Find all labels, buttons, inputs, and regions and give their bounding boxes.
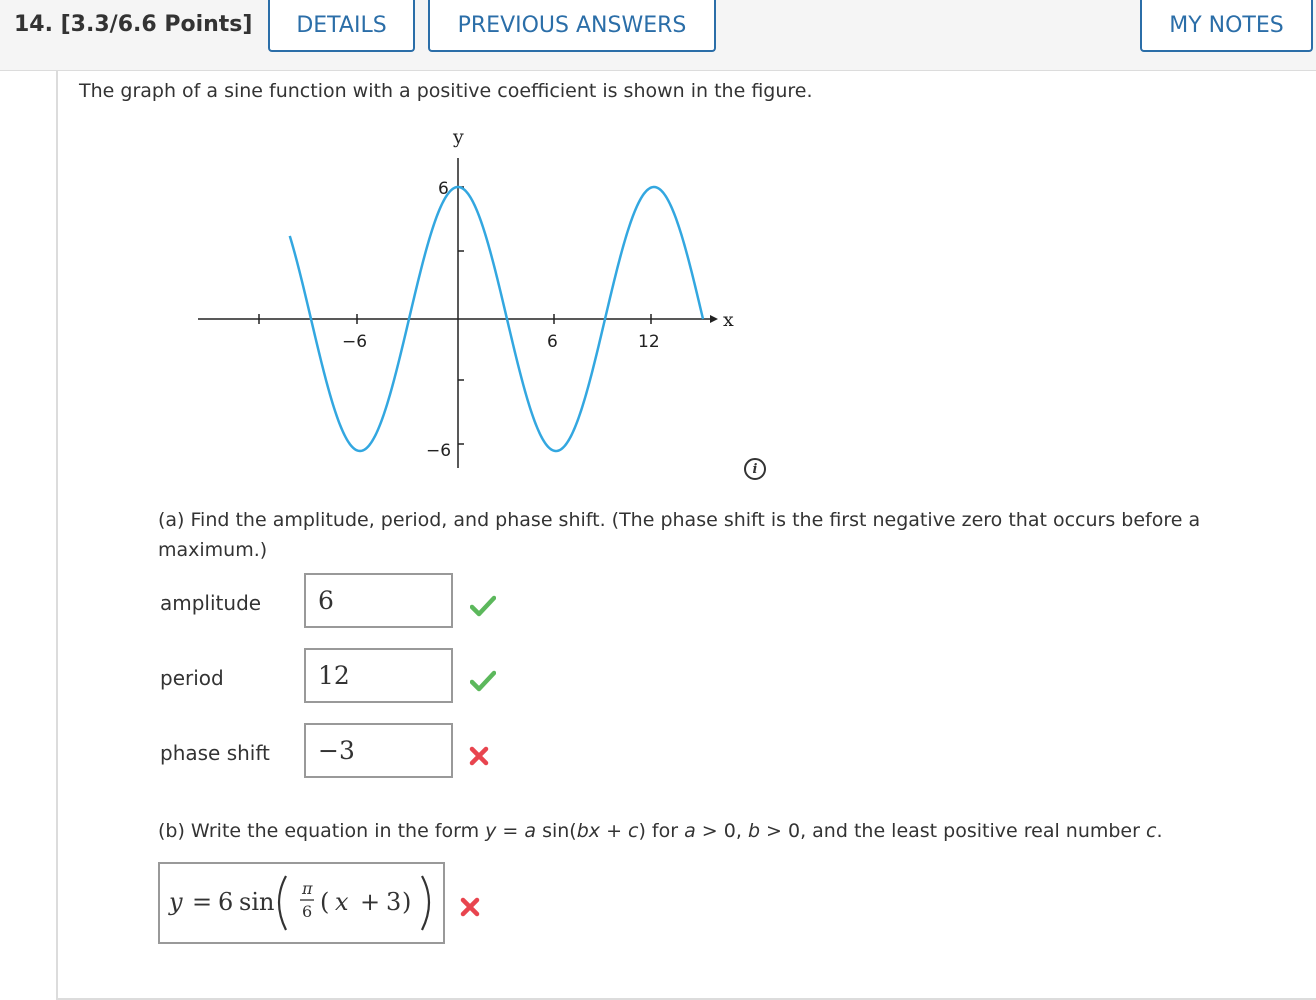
- phase-shift-incorrect-x-icon: [469, 746, 489, 766]
- x-axis-label: x: [723, 309, 734, 331]
- eq-sin: sin: [239, 888, 275, 916]
- eq-inner-open-paren: (: [320, 888, 330, 916]
- eq-frac-denominator: 6: [302, 902, 313, 921]
- x-axis-arrow: [710, 315, 718, 323]
- equation-incorrect-x-icon: [460, 897, 480, 917]
- equation-answer-field[interactable]: [158, 862, 445, 944]
- details-button[interactable]: DETAILS: [268, 0, 415, 52]
- period-label: period: [160, 666, 224, 690]
- part-b-text: (b) Write the equation in the form: [158, 820, 486, 842]
- x-tick-label-12: 12: [638, 332, 660, 352]
- y-ticks: [458, 187, 464, 444]
- period-correct-check-icon: [470, 670, 496, 692]
- y-tick-label-6: 6: [438, 179, 449, 199]
- eq-lhs-y: y: [169, 888, 183, 916]
- eq-inner-plus: +: [360, 888, 381, 916]
- part-b-var-y: y: [485, 820, 497, 842]
- sine-graph: [170, 118, 760, 468]
- eq-inner-const: 3: [386, 888, 402, 916]
- part-b-text: > 0, and the least positive real number: [760, 820, 1146, 842]
- part-b-instructions: [158, 820, 1162, 842]
- part-b-var-a: a: [684, 820, 696, 842]
- eq-inner-x: x: [335, 888, 349, 916]
- part-b-text: =: [496, 820, 525, 842]
- part-b-text: +: [600, 820, 629, 842]
- part-b-var-b: b: [747, 820, 760, 842]
- part-b-text: ) for: [638, 820, 685, 842]
- info-icon[interactable]: i: [744, 458, 766, 480]
- amplitude-correct-check-icon: [470, 595, 496, 617]
- part-b-text: > 0,: [695, 820, 748, 842]
- amplitude-answer-field[interactable]: 6: [304, 573, 453, 628]
- eq-outer-left-paren: [279, 876, 286, 930]
- eq-outer-right-paren: [422, 876, 429, 930]
- eq-coefficient: 6: [218, 888, 234, 916]
- previous-answers-button[interactable]: PREVIOUS ANSWERS: [428, 0, 716, 52]
- x-tick-label-neg6: −6: [342, 332, 368, 352]
- part-b-text: sin(: [536, 820, 577, 842]
- period-answer-field[interactable]: 12: [304, 648, 453, 703]
- y-axis-label: y: [453, 126, 464, 148]
- eq-equals: =: [192, 888, 213, 916]
- equation-display: [160, 864, 443, 942]
- content-left-border: [56, 70, 58, 1000]
- amplitude-label: amplitude: [160, 591, 262, 615]
- phase-shift-label: phase shift: [160, 741, 270, 765]
- question-prompt: The graph of a sine function with a positive coefficient is shown in the figure.: [79, 80, 813, 102]
- my-notes-button[interactable]: MY NOTES: [1140, 0, 1313, 52]
- y-tick-label-neg6: −6: [426, 441, 452, 461]
- part-b-var-bx: bx: [576, 820, 601, 842]
- part-b-var-c: c: [628, 820, 639, 842]
- part-a-instructions: (a) Find the amplitude, period, and phase shift. (The phase shift is the first negative zero that occurs before a maximum.): [158, 509, 1201, 561]
- x-tick-label-6: 6: [547, 332, 558, 352]
- eq-inner-close-paren: ): [402, 888, 412, 916]
- phase-shift-answer-field[interactable]: −3: [304, 723, 453, 778]
- question-number-points: 14. [3.3/6.6 Points]: [14, 12, 253, 37]
- part-b-var-c: c: [1145, 820, 1157, 842]
- part-b-text: .: [1156, 820, 1163, 842]
- question-header: [0, 0, 1316, 71]
- part-b-var-a: a: [524, 820, 537, 842]
- eq-frac-numerator: π: [302, 879, 313, 898]
